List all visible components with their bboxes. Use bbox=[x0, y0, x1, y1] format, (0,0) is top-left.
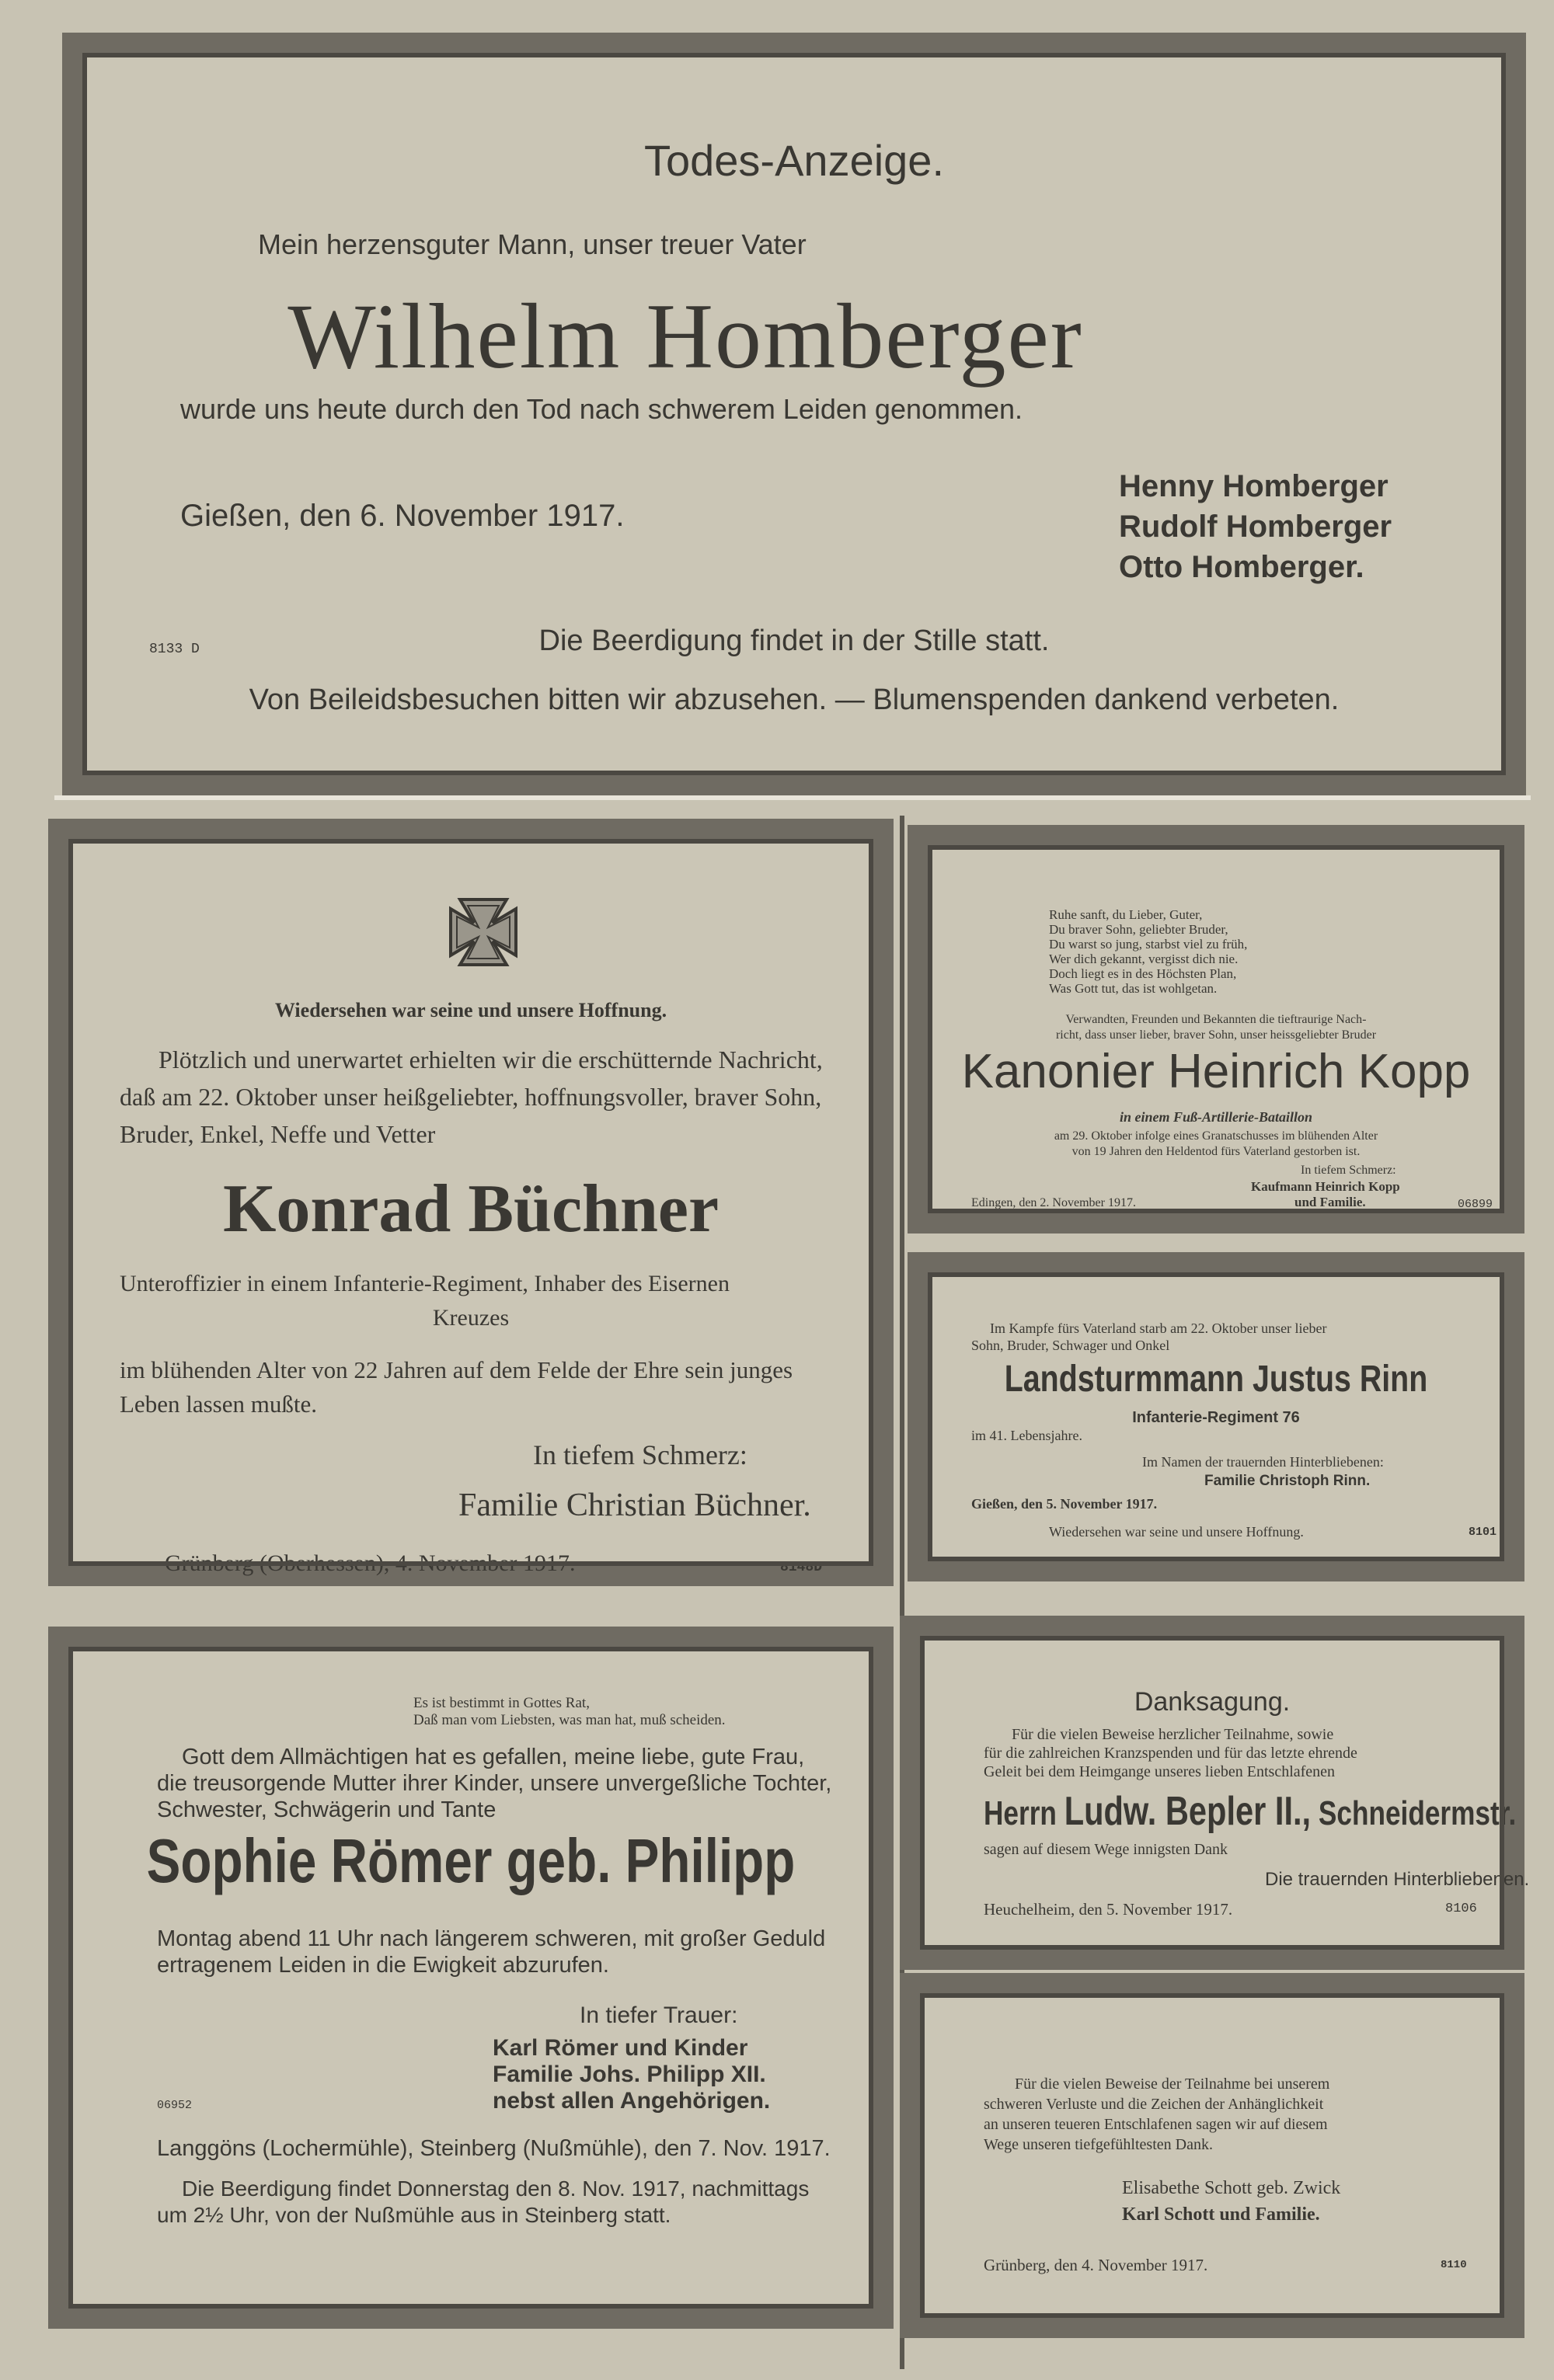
mourning-line: In tiefer Trauer: bbox=[580, 2002, 738, 2028]
poem-line: Du braver Sohn, geliebter Bruder, bbox=[1049, 922, 1228, 937]
ad-text-line: Montag abend 11 Uhr nach längerem schweren, mit großer Geduld bbox=[157, 1926, 826, 1951]
ad-text: wurde uns heute durch den Tod nach schwerem Leiden genommen. bbox=[180, 393, 1023, 425]
burial-line: um 2½ Uhr, von der Nußmühle aus in Steinberg statt. bbox=[157, 2203, 671, 2227]
place-date: Gießen, den 6. November 1917. bbox=[180, 499, 625, 533]
burial-line: Die Beerdigung findet Donnerstag den 8. Nov. 1917, nachmittags bbox=[182, 2176, 810, 2201]
ad-text-line: Bruder, Enkel, Neffe und Vetter bbox=[120, 1120, 436, 1148]
name-main: Ludw. Bepler II., bbox=[1064, 1789, 1312, 1834]
ad-code: 06899 bbox=[1458, 1198, 1493, 1211]
poem-line: Wer dich gekannt, vergisst dich nie. bbox=[1049, 952, 1239, 966]
rank-line: Kreuzes bbox=[432, 1305, 510, 1331]
family-name: Familie Christian Büchner. bbox=[458, 1488, 811, 1523]
signer-2: Rudolf Homberger bbox=[1119, 510, 1392, 544]
family-name: Familie Christoph Rinn. bbox=[1204, 1473, 1371, 1489]
poem-line: Doch liegt es in des Höchsten Plan, bbox=[1049, 966, 1237, 981]
obituary-homberger bbox=[62, 33, 1526, 795]
epigraph-line: Es ist bestimmt in Gottes Rat, bbox=[413, 1695, 590, 1711]
signer-1: Karl Römer und Kinder bbox=[493, 2035, 748, 2061]
rank-line: Unteroffizier in einem Infanterie-Regiment, Inhaber des Eisernen bbox=[120, 1271, 730, 1296]
ad-code: 8148D bbox=[780, 1560, 823, 1575]
age-line: im 41. Lebensjahre. bbox=[971, 1428, 1082, 1443]
motto: Wiedersehen war seine und unsere Hoffnung. bbox=[1049, 1524, 1304, 1540]
intro-line: Sohn, Bruder, Schwager und Onkel bbox=[971, 1338, 1170, 1353]
ad-text-line: Schwester, Schwägerin und Tante bbox=[157, 1797, 497, 1822]
deceased-name: Wilhelm Homberger bbox=[287, 284, 1083, 388]
signer-2: Familie Johs. Philipp XII. bbox=[493, 2062, 766, 2087]
ad-code: 8110 bbox=[1441, 2259, 1467, 2271]
deceased-name: Landsturmmann Justus Rinn bbox=[1004, 1359, 1428, 1400]
ad-text-line: für die zahlreichen Kranzspenden und für das letzte ehrende bbox=[984, 1745, 1357, 1762]
ad-intro: Mein herzensguter Mann, unser treuer Vater bbox=[258, 228, 807, 260]
ad-text-line: schweren Verluste und die Zeichen der Anhänglichkeit bbox=[984, 2096, 1324, 2113]
ad-text-line: Geleit bei dem Heimgange unseres lieben Entschlafenen bbox=[984, 1763, 1336, 1780]
mourning-line: In tiefem Schmerz: bbox=[1301, 1164, 1396, 1177]
ad-text-line: Für die vielen Beweise der Teilnahme bei unserem bbox=[1015, 2076, 1330, 2093]
name-suffix: Schneidermstr. bbox=[1318, 1794, 1517, 1832]
ad-heading: Danksagung. bbox=[1134, 1687, 1291, 1717]
ad-text-line: die treusorgende Mutter ihrer Kinder, unsere unvergeßliche Tochter, bbox=[157, 1771, 832, 1796]
signer-3: Otto Homberger. bbox=[1119, 550, 1364, 584]
on-behalf-line: Im Namen der trauernden Hinterbliebenen: bbox=[1142, 1454, 1384, 1470]
intro-line: richt, dass unser lieber, braver Sohn, unser heissgeliebter Bruder bbox=[1055, 1028, 1377, 1042]
ad-text-line: ertragenem Leiden in die Ewigkeit abzurufen. bbox=[157, 1953, 609, 1978]
condolence-note: Von Beileidsbesuchen bitten wir abzusehen. — Blumenspenden dankend verbeten. bbox=[249, 684, 1340, 716]
ad-text-line: Für die vielen Beweise herzlicher Teilnahme, sowie bbox=[1012, 1726, 1334, 1743]
signer-1: Elisabethe Schott geb. Zwick bbox=[1122, 2178, 1341, 2198]
signer-1: Henny Homberger bbox=[1119, 469, 1388, 503]
ad-text-line: an unseren teueren Entschlafenen sagen wir auf diesem bbox=[984, 2116, 1328, 2133]
deceased-name: Sophie Römer geb. Philipp bbox=[146, 1826, 796, 1895]
signer-line: Kaufmann Heinrich Kopp bbox=[1251, 1179, 1400, 1194]
thanks-bepler bbox=[900, 1616, 1530, 1970]
deceased-name: Kanonier Heinrich Kopp bbox=[961, 1045, 1471, 1098]
unit-line: in einem Fuß-Artillerie-Bataillon bbox=[1119, 1109, 1313, 1125]
epigraph-line: Daß man vom Liebsten, was man hat, muß scheiden. bbox=[413, 1712, 726, 1728]
ad-text-line: Wege unseren tiefgefühltesten Dank. bbox=[984, 2136, 1213, 2153]
obituary-buechner bbox=[48, 819, 894, 1586]
ad-text-line: daß am 22. Oktober unser heißgeliebter, hoffnungsvoller, braver Sohn, bbox=[120, 1083, 822, 1111]
signer-2: Karl Schott und Familie. bbox=[1122, 2204, 1320, 2225]
deceased-name: Konrad Büchner bbox=[222, 1171, 720, 1247]
intro-line: Im Kampfe fürs Vaterland starb am 22. Oktober unser lieber bbox=[990, 1320, 1327, 1336]
obituary-rinn bbox=[908, 1252, 1524, 1581]
poem-line: Was Gott tut, das ist wohlgetan. bbox=[1049, 981, 1218, 996]
thanks-line: sagen auf diesem Wege innigsten Dank bbox=[984, 1841, 1228, 1858]
signers-line: Die trauernden Hinterbliebenen. bbox=[1265, 1869, 1530, 1890]
poem-line: Du warst so jung, starbst viel zu früh, bbox=[1049, 937, 1248, 952]
iron-cross-icon bbox=[444, 893, 522, 971]
ad-text-line: im blühenden Alter von 22 Jahren auf dem Felde der Ehre sein junges bbox=[120, 1356, 793, 1383]
burial-note: Die Beerdigung findet in der Stille statt. bbox=[538, 625, 1050, 657]
horizontal-rule bbox=[54, 795, 1531, 800]
poem bbox=[1049, 907, 1247, 996]
obituary-kopp bbox=[908, 825, 1524, 1233]
obituary-roemer bbox=[48, 1627, 894, 2329]
ad-code: 8106 bbox=[1445, 1902, 1477, 1916]
place-date: Langgöns (Lochermühle), Steinberg (Nußmühle), den 7. Nov. 1917. bbox=[157, 2136, 831, 2161]
ad-code: 8133 D bbox=[149, 642, 200, 657]
ad-code: 06952 bbox=[157, 2099, 193, 2112]
regiment: Infanterie-Regiment 76 bbox=[1132, 1409, 1300, 1426]
signer-3: nebst allen Angehörigen. bbox=[493, 2088, 771, 2114]
intro-line: Verwandten, Freunden und Bekannten die tieftraurige Nach- bbox=[1065, 1013, 1367, 1026]
ad-heading: Todes-Anzeige. bbox=[643, 136, 944, 185]
mourning-line: In tiefem Schmerz: bbox=[533, 1439, 747, 1470]
signer-line: und Familie. bbox=[1294, 1195, 1366, 1209]
place-date: Heuchelheim, den 5. November 1917. bbox=[984, 1900, 1233, 1919]
poem-line: Ruhe sanft, du Lieber, Guter, bbox=[1049, 907, 1203, 922]
ad-text-line: am 29. Oktober infolge eines Granatschusses im blühenden Alter bbox=[1054, 1129, 1378, 1143]
ad-text-line: Gott dem Allmächtigen hat es gefallen, meine liebe, gute Frau, bbox=[182, 1745, 805, 1769]
place-date: Edingen, den 2. November 1917. bbox=[971, 1196, 1136, 1209]
ad-code: 8101 bbox=[1469, 1526, 1497, 1539]
ad-text-line: Plötzlich und unerwartet erhielten wir die erschütternde Nachricht, bbox=[159, 1046, 823, 1073]
place-date: Grünberg (Oberhessen), 4. November 1917. bbox=[165, 1550, 576, 1576]
name-prefix: Herrn bbox=[984, 1794, 1057, 1832]
motto: Wiedersehen war seine und unsere Hoffnung. bbox=[274, 999, 667, 1021]
thanks-schott bbox=[900, 1973, 1524, 2338]
deceased-name bbox=[984, 1788, 1516, 1835]
ad-text-line: von 19 Jahren den Heldentod fürs Vaterland gestorben ist. bbox=[1071, 1145, 1361, 1158]
ad-text-line: Leben lassen mußte. bbox=[120, 1390, 317, 1418]
place-date: Gießen, den 5. November 1917. bbox=[971, 1496, 1158, 1512]
place-date: Grünberg, den 4. November 1917. bbox=[984, 2256, 1208, 2274]
